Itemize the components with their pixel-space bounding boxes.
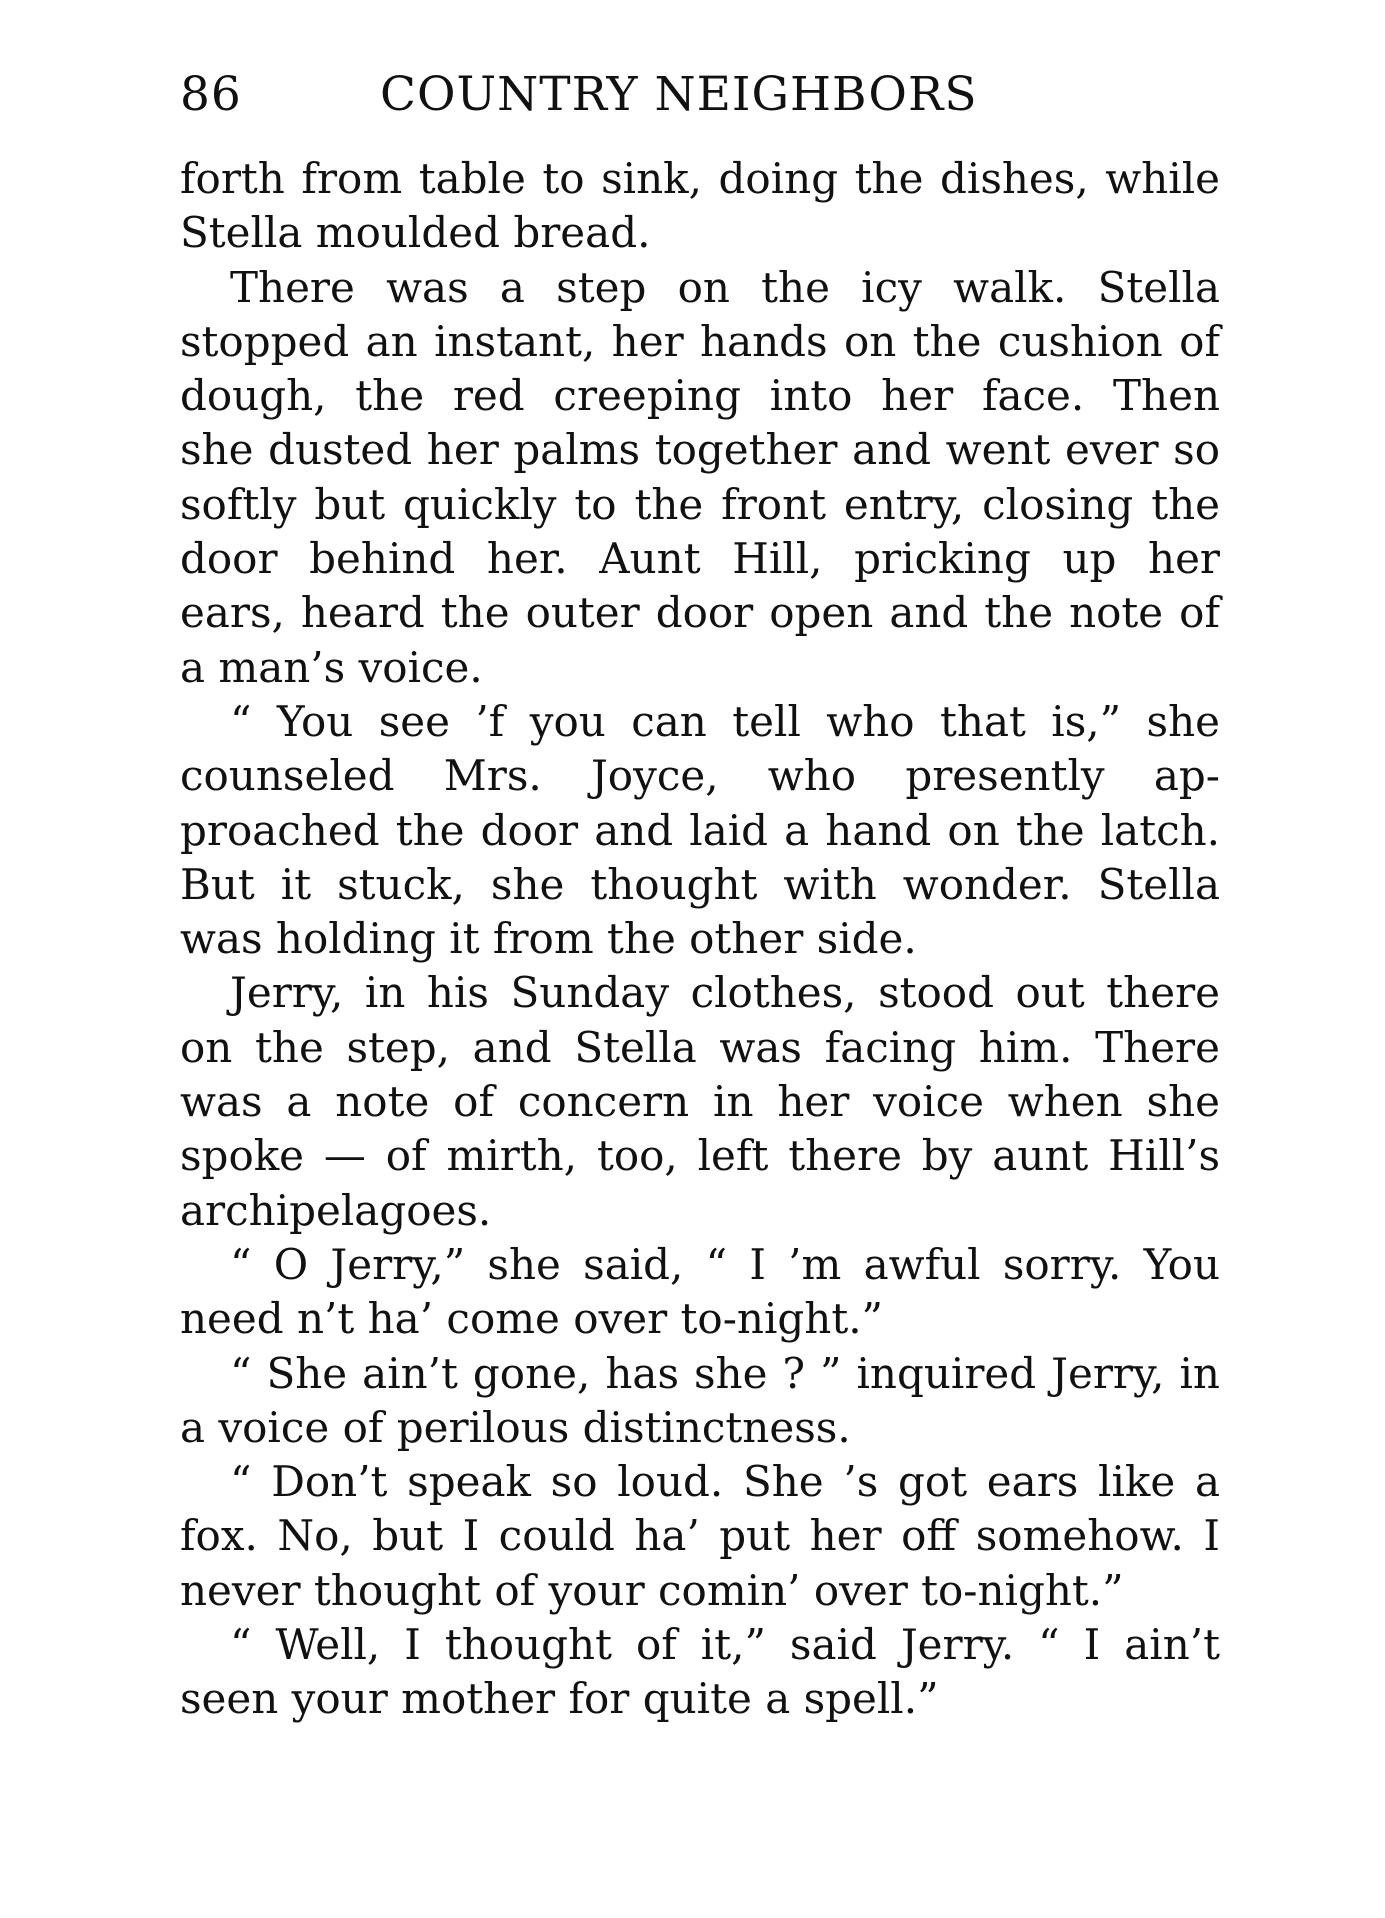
text-line: archipelagoes. [180,1185,492,1235]
text-line: door behind her. Aunt Hill, pricking up her [180,534,1220,584]
text-line: Stella moulded bread. [180,208,651,258]
text-line: “ Don’t speak so loud. She ’s got ears like a [230,1457,1220,1507]
text-line: need n’t ha’ come over to-night.” [180,1294,884,1344]
page-number: 86 [180,67,242,122]
text-line: she dusted her palms together and went ever so [180,425,1220,475]
text-line: was holding it from the other side. [180,914,917,964]
text-line: a voice of perilous distinctness. [180,1402,851,1452]
text-line: spoke — of mirth, too, left there by aunt Hill’s [180,1131,1220,1181]
text-line: a man’s voice. [180,642,483,692]
text-line: “ She ain’t gone, has she ? ” inquired Jerry, in [230,1348,1220,1398]
text-line: Jerry, in his Sunday clothes, stood out there [230,968,1220,1018]
text-line: counseled Mrs. Joyce, who presently ap- [180,751,1220,801]
text-line: fox. No, but I could ha’ put her off somehow. I [180,1511,1220,1561]
text-line: There was a step on the icy walk. Stella [230,262,1220,312]
text-line: softly but quickly to the front entry, closing the [180,479,1220,529]
text-line: “ You see ’f you can tell who that is,” she [230,696,1220,746]
text-line: forth from table to sink, doing the dishes, while [180,154,1220,203]
body-text [180,152,1220,1727]
text-line: seen your mother for quite a spell.” [180,1674,939,1724]
running-title: COUNTRY NEIGHBORS [380,67,978,122]
text-line: But it stuck, she thought with wonder. Stella [180,859,1220,909]
text-line: “ O Jerry,” she said, “ I ’m awful sorry. You [230,1239,1220,1289]
text-line: proached the door and laid a hand on the latch. [180,805,1220,855]
text-line: ears, heard the outer door open and the note of [180,588,1220,638]
text-line: dough, the red creeping into her face. Then [180,371,1220,421]
running-head [180,60,1220,130]
text-line: was a note of concern in her voice when she [180,1077,1220,1127]
text-line: never thought of your comin’ over to-night.” [180,1565,1124,1615]
text-line: stopped an instant, her hands on the cushion of [180,316,1220,366]
text-line: “ Well, I thought of it,” said Jerry. “ I ain’t [230,1620,1220,1670]
text-line: on the step, and Stella was facing him. There [180,1022,1220,1072]
